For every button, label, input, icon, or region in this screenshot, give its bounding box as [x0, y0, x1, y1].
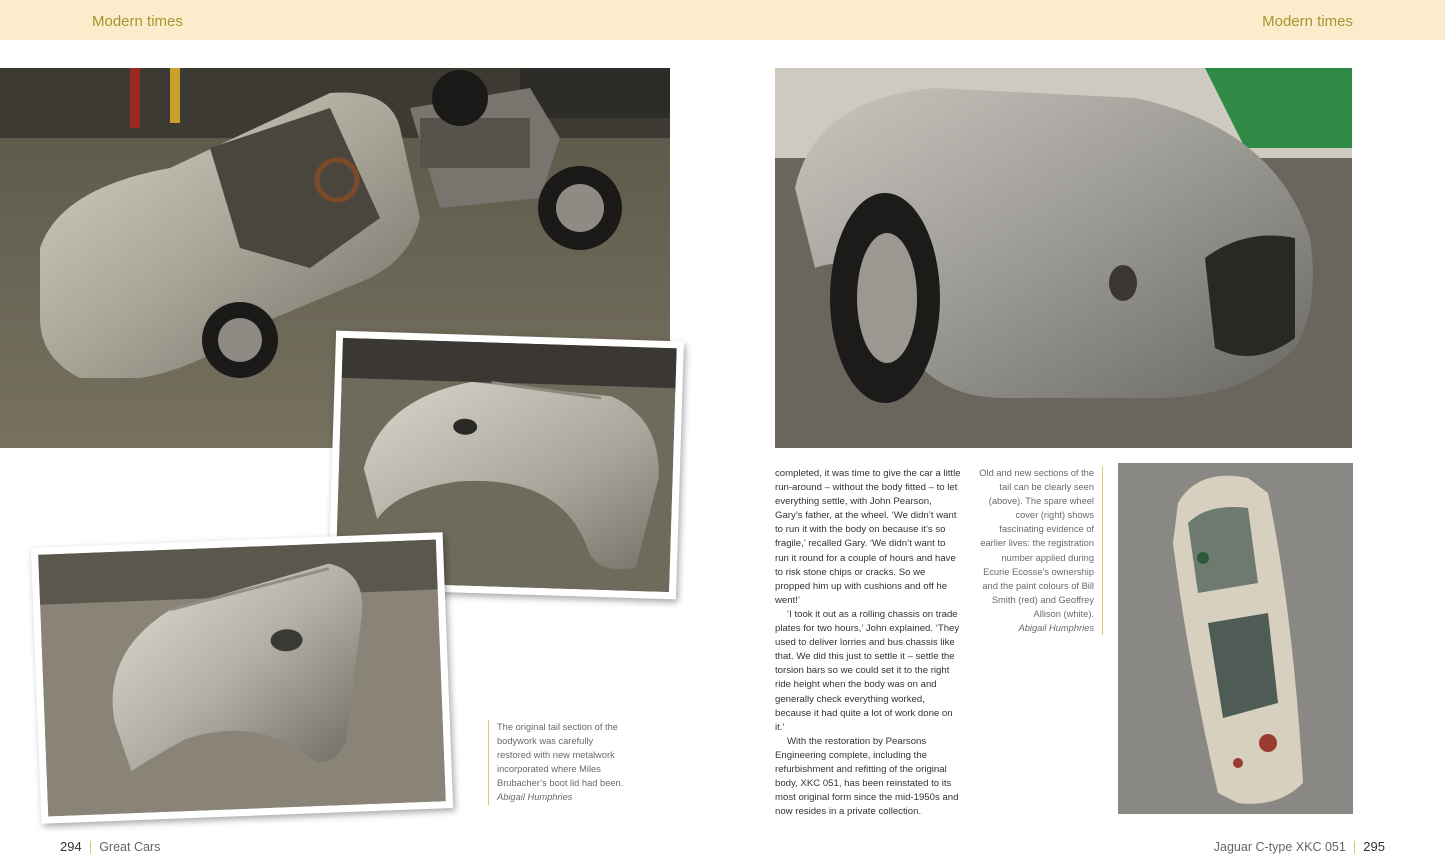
right-footer — [1214, 839, 1385, 854]
footer-divider — [1354, 841, 1356, 854]
article-body-text — [775, 467, 961, 819]
header-band — [0, 0, 1445, 40]
right-chapter-title: Jaguar C-type XKC 051 — [1213, 839, 1346, 854]
left-book-title: Great Cars — [99, 839, 161, 854]
caption-tail-section-credit: Abigail Humphries — [497, 792, 573, 803]
left-page-number: 294 — [60, 838, 82, 854]
body-paragraph-1: completed, it was time to give the car a little run-around – without the body fitted – to let everything settle, with John Pearson, Gary’s father, at the wheel. ‘We didn’t want to run it with the body on because it’s so fragile,’ recalled Gary. ‘We didn’t want to run it round for a couple of hours and have to risk stone chips or cracks. So we propped him up with cushions and off he went!’ — [775, 468, 961, 606]
caption-tail-section — [488, 720, 625, 805]
spare-wheel-cover-photo — [1118, 463, 1353, 814]
caption-spare-wheel-cover-text: Old and new sections of the tail can be clearly seen (above). The spare wheel cover (right) shows fascinating evidence of earlier lives: the registration number applied during Ecurie Ecosse’s ownership and the paint colours of Bill Smith (red) and Geoffrey Allison (white). — [979, 468, 1094, 619]
caption-tail-section-text: The original tail section of the bodywork was carefully restored with new metalwork incorporated where Miles Brubacher’s boot lid had been. — [497, 722, 624, 789]
body-paragraph-3: With the restoration by Pearsons Engineering complete, including the refurbishment and refitting of the original body, XKC 051, has been reinstated to its most original form since the mid-1950s and now resides in a private collection. — [775, 735, 959, 818]
caption-spare-wheel-cover-credit: Abigail Humphries — [1018, 623, 1094, 634]
caption-spare-wheel-cover — [976, 466, 1103, 635]
tail-section-photo-lower — [31, 532, 453, 824]
footer-divider — [90, 841, 92, 854]
right-section-title: Modern times — [1262, 13, 1353, 30]
body-paragraph-2: ‘I took it out as a rolling chassis on trade plates for two hours,’ John explained. ‘They used to deliver lorries and bus chassis like that. We did this just to settle it – settle the torsion bars so we could set it to the right ride height when the body was on and generally check everything worked, because it had quite a lot of work done on it.’ — [775, 608, 960, 733]
right-page-number: 295 — [1363, 838, 1385, 854]
rear-body-photo — [775, 68, 1352, 448]
left-section-title: Modern times — [92, 13, 183, 30]
left-footer — [60, 839, 160, 854]
